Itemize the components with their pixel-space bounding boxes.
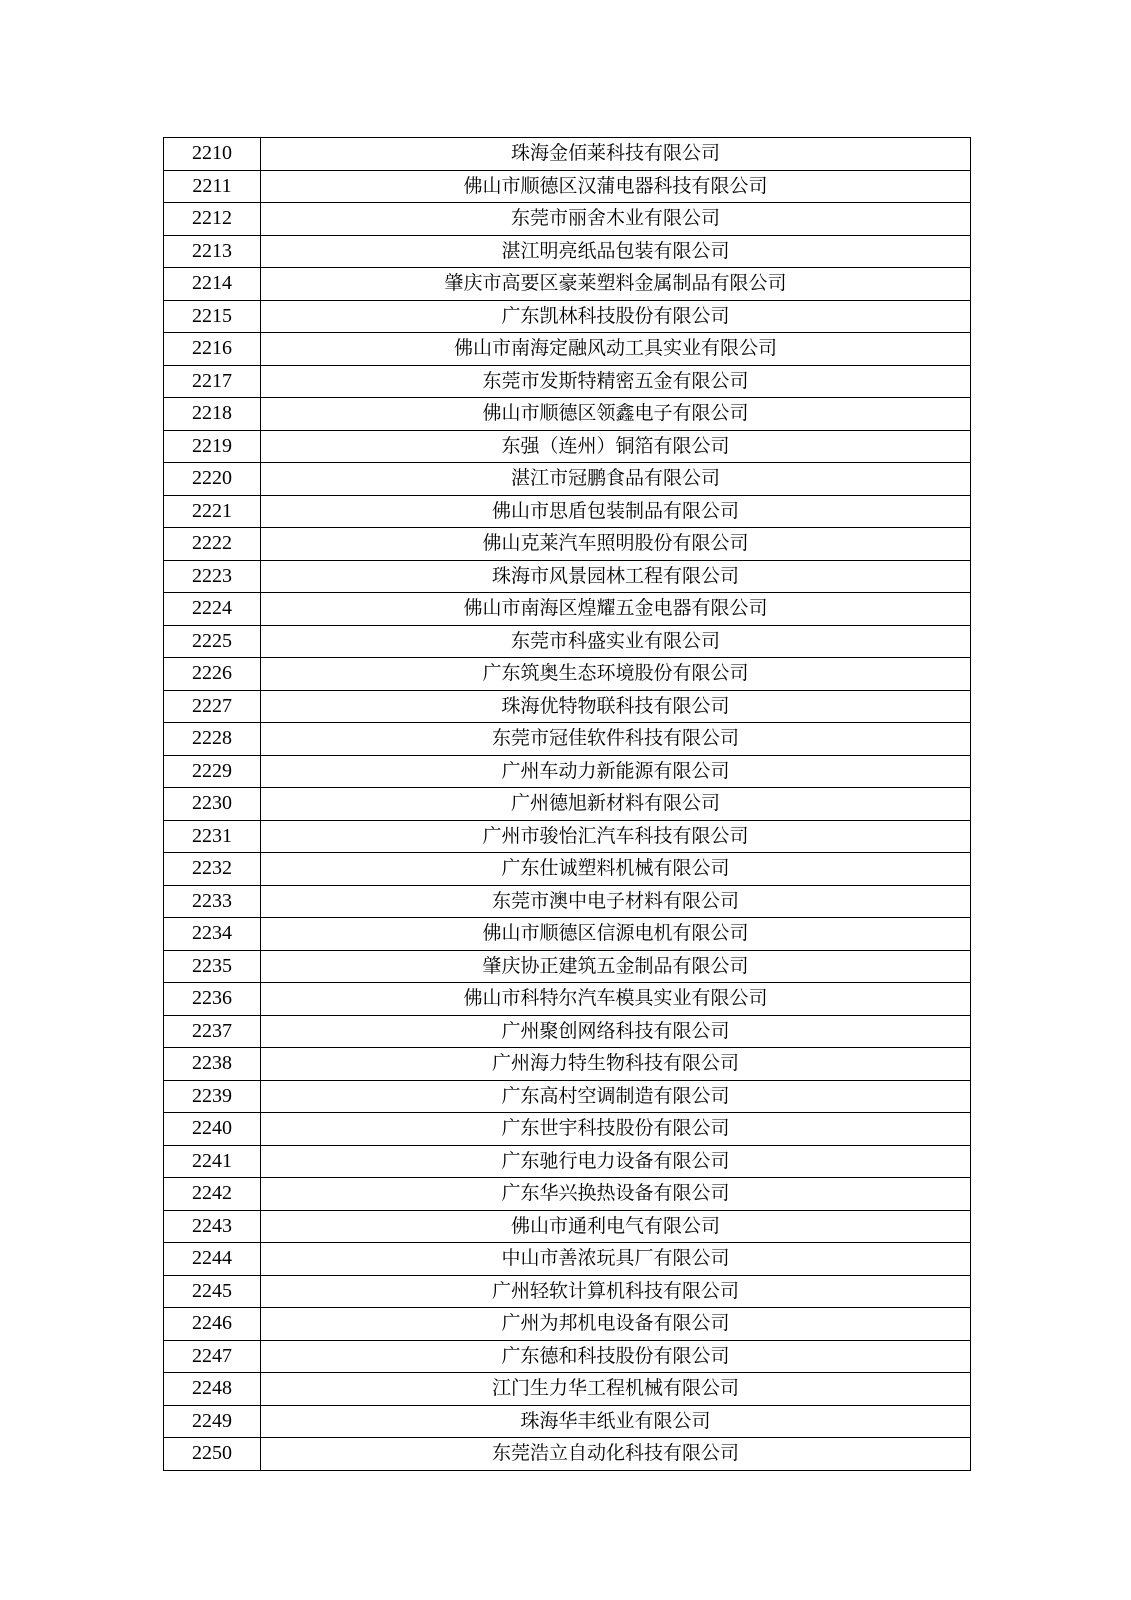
company-name: 广东华兴换热设备有限公司	[261, 1178, 971, 1211]
company-list-body	[164, 138, 971, 1471]
row-number: 2226	[164, 658, 261, 691]
row-number: 2233	[164, 885, 261, 918]
company-name: 江门生力华工程机械有限公司	[261, 1373, 971, 1406]
table-row	[164, 885, 971, 918]
table-row	[164, 1015, 971, 1048]
row-number: 2239	[164, 1080, 261, 1113]
company-name: 佛山克莱汽车照明股份有限公司	[261, 528, 971, 561]
table-row	[164, 430, 971, 463]
row-number: 2241	[164, 1145, 261, 1178]
company-name: 佛山市科特尔汽车模具实业有限公司	[261, 983, 971, 1016]
table-row	[164, 528, 971, 561]
table-row	[164, 1080, 971, 1113]
table-row	[164, 1145, 971, 1178]
row-number: 2220	[164, 463, 261, 496]
table-row	[164, 1373, 971, 1406]
company-name: 东莞浩立自动化科技有限公司	[261, 1438, 971, 1471]
row-number: 2218	[164, 398, 261, 431]
table-row	[164, 1275, 971, 1308]
table-row	[164, 1405, 971, 1438]
company-name: 广东德和科技股份有限公司	[261, 1340, 971, 1373]
company-name: 广东世宇科技股份有限公司	[261, 1113, 971, 1146]
row-number: 2212	[164, 203, 261, 236]
table-row	[164, 918, 971, 951]
table-row	[164, 1210, 971, 1243]
table-row	[164, 495, 971, 528]
company-name: 东莞市发斯特精密五金有限公司	[261, 365, 971, 398]
table-row	[164, 170, 971, 203]
row-number: 2250	[164, 1438, 261, 1471]
company-name: 广东仕诚塑料机械有限公司	[261, 853, 971, 886]
row-number: 2221	[164, 495, 261, 528]
table-row	[164, 463, 971, 496]
table-row	[164, 203, 971, 236]
row-number: 2214	[164, 268, 261, 301]
table-row	[164, 755, 971, 788]
table-row	[164, 788, 971, 821]
row-number: 2217	[164, 365, 261, 398]
row-number: 2244	[164, 1243, 261, 1276]
company-name: 广州德旭新材料有限公司	[261, 788, 971, 821]
company-list-table	[163, 137, 971, 1471]
row-number: 2227	[164, 690, 261, 723]
row-number: 2219	[164, 430, 261, 463]
company-name: 佛山市南海区煌耀五金电器有限公司	[261, 593, 971, 626]
table-row	[164, 1340, 971, 1373]
row-number: 2211	[164, 170, 261, 203]
company-name: 广州市骏怡汇汽车科技有限公司	[261, 820, 971, 853]
company-name: 东莞市冠佳软件科技有限公司	[261, 723, 971, 756]
row-number: 2224	[164, 593, 261, 626]
company-name: 肇庆协正建筑五金制品有限公司	[261, 950, 971, 983]
company-name: 中山市善浓玩具厂有限公司	[261, 1243, 971, 1276]
row-number: 2234	[164, 918, 261, 951]
company-name: 东莞市科盛实业有限公司	[261, 625, 971, 658]
row-number: 2213	[164, 235, 261, 268]
row-number: 2230	[164, 788, 261, 821]
row-number: 2231	[164, 820, 261, 853]
company-name: 珠海优特物联科技有限公司	[261, 690, 971, 723]
table-row	[164, 593, 971, 626]
row-number: 2222	[164, 528, 261, 561]
table-row	[164, 560, 971, 593]
table-row	[164, 300, 971, 333]
table-row	[164, 950, 971, 983]
row-number: 2237	[164, 1015, 261, 1048]
company-name: 湛江明亮纸品包装有限公司	[261, 235, 971, 268]
row-number: 2238	[164, 1048, 261, 1081]
table-row	[164, 1178, 971, 1211]
row-number: 2235	[164, 950, 261, 983]
table-row	[164, 1308, 971, 1341]
company-name: 广州聚创网络科技有限公司	[261, 1015, 971, 1048]
company-name: 佛山市南海定融风动工具实业有限公司	[261, 333, 971, 366]
company-name: 广东凯林科技股份有限公司	[261, 300, 971, 333]
company-name: 东强（连州）铜箔有限公司	[261, 430, 971, 463]
table-row	[164, 1243, 971, 1276]
table-row	[164, 1048, 971, 1081]
company-name: 广东驰行电力设备有限公司	[261, 1145, 971, 1178]
row-number: 2248	[164, 1373, 261, 1406]
company-name: 东莞市澳中电子材料有限公司	[261, 885, 971, 918]
company-name: 珠海金佰莱科技有限公司	[261, 138, 971, 171]
row-number: 2225	[164, 625, 261, 658]
table-row	[164, 690, 971, 723]
table-row	[164, 398, 971, 431]
table-row	[164, 1113, 971, 1146]
row-number: 2246	[164, 1308, 261, 1341]
table-row	[164, 983, 971, 1016]
company-name: 佛山市顺德区信源电机有限公司	[261, 918, 971, 951]
company-name: 珠海华丰纸业有限公司	[261, 1405, 971, 1438]
row-number: 2228	[164, 723, 261, 756]
row-number: 2232	[164, 853, 261, 886]
table-row	[164, 235, 971, 268]
company-name: 东莞市丽舍木业有限公司	[261, 203, 971, 236]
row-number: 2243	[164, 1210, 261, 1243]
table-row	[164, 658, 971, 691]
table-row	[164, 853, 971, 886]
row-number: 2245	[164, 1275, 261, 1308]
row-number: 2223	[164, 560, 261, 593]
company-name: 广东筑奥生态环境股份有限公司	[261, 658, 971, 691]
company-name: 佛山市顺德区领鑫电子有限公司	[261, 398, 971, 431]
row-number: 2249	[164, 1405, 261, 1438]
company-name: 肇庆市高要区豪莱塑料金属制品有限公司	[261, 268, 971, 301]
row-number: 2236	[164, 983, 261, 1016]
table-row	[164, 1438, 971, 1471]
row-number: 2210	[164, 138, 261, 171]
company-name: 佛山市通利电气有限公司	[261, 1210, 971, 1243]
table-row	[164, 365, 971, 398]
row-number: 2240	[164, 1113, 261, 1146]
table-row	[164, 333, 971, 366]
company-name: 珠海市风景园林工程有限公司	[261, 560, 971, 593]
row-number: 2229	[164, 755, 261, 788]
row-number: 2216	[164, 333, 261, 366]
company-name: 佛山市顺德区汉蒲电器科技有限公司	[261, 170, 971, 203]
company-name: 广州轻软计算机科技有限公司	[261, 1275, 971, 1308]
table-row	[164, 268, 971, 301]
row-number: 2242	[164, 1178, 261, 1211]
table-row	[164, 138, 971, 171]
company-name: 广州车动力新能源有限公司	[261, 755, 971, 788]
company-name: 佛山市思盾包装制品有限公司	[261, 495, 971, 528]
company-name: 广州为邦机电设备有限公司	[261, 1308, 971, 1341]
company-name: 广东高村空调制造有限公司	[261, 1080, 971, 1113]
company-name: 湛江市冠鹏食品有限公司	[261, 463, 971, 496]
company-name: 广州海力特生物科技有限公司	[261, 1048, 971, 1081]
table-row	[164, 625, 971, 658]
table-row	[164, 820, 971, 853]
row-number: 2247	[164, 1340, 261, 1373]
table-row	[164, 723, 971, 756]
row-number: 2215	[164, 300, 261, 333]
